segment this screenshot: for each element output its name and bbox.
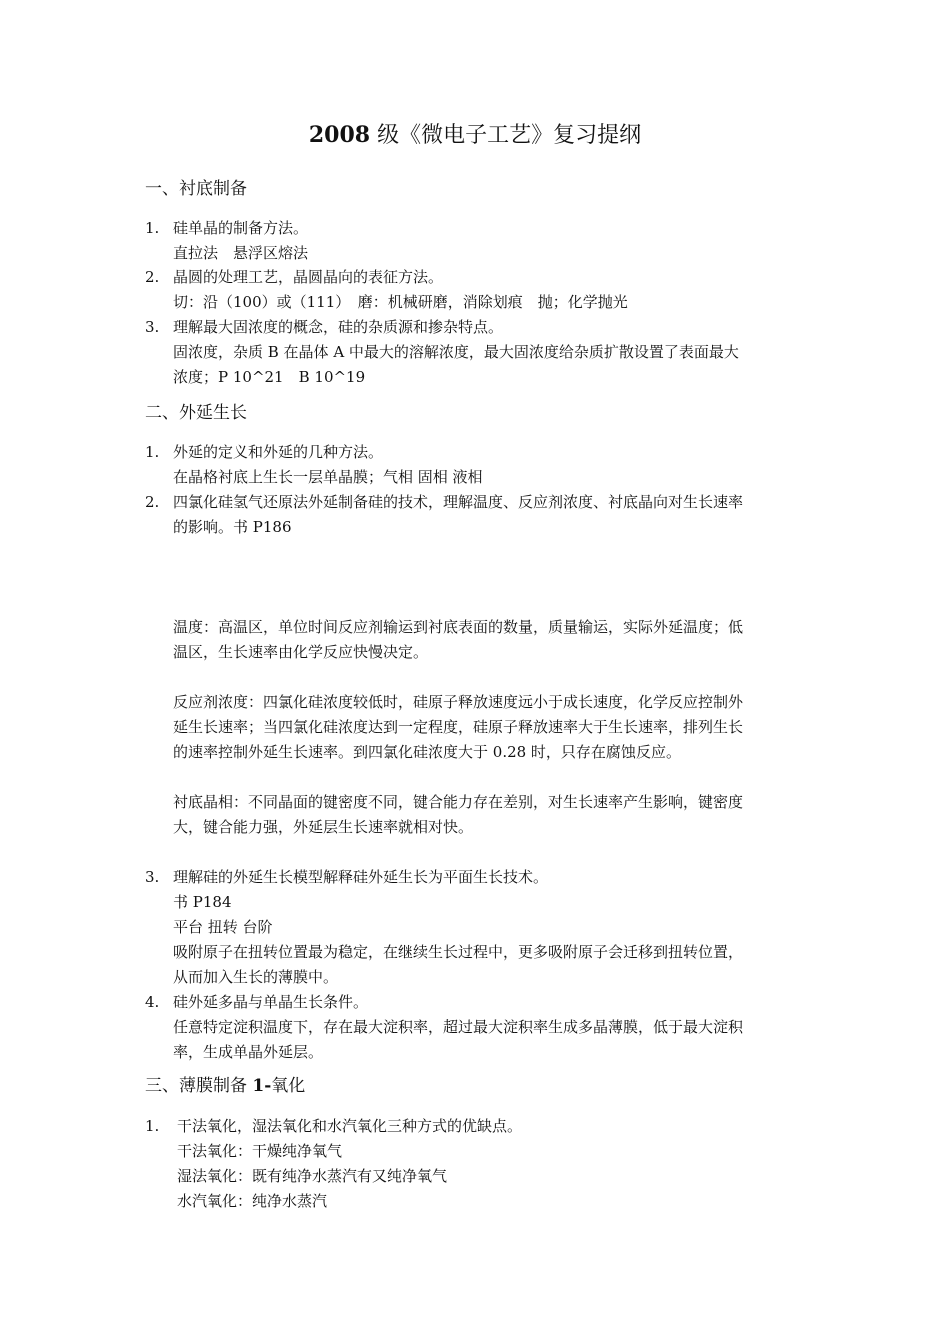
list-number: 2.	[145, 268, 160, 286]
answer-text: 浓度；P 10^21 B 10^19	[173, 368, 366, 386]
answer-text: 在晶格衬底上生长一层单晶膜；气相 固相 液相	[173, 468, 483, 486]
question-text: 晶圆的处理工艺，晶圆晶向的表征方法。	[173, 268, 444, 286]
paragraph-orientation: 大，键合能力强，外延层生长速率就相对快。	[173, 818, 474, 836]
question-text: 干法氧化，湿法氧化和水汽氧化三种方式的优缺点。	[177, 1117, 523, 1135]
section-3-suffix: 氧化	[271, 1076, 306, 1096]
list-number: 1.	[145, 443, 160, 461]
list-number: 1.	[145, 219, 160, 237]
section-3-number: 1-	[252, 1076, 272, 1096]
list-number: 4.	[145, 993, 160, 1011]
paragraph-temperature: 温区，生长速率由化学反应快慢决定。	[173, 643, 429, 661]
answer-text: 从而加入生长的薄膜中。	[173, 968, 339, 986]
paragraph-concentration: 延生长速率；当四氯化硅浓度达到一定程度，硅原子释放速率大于生长速率，排列生长	[173, 718, 744, 736]
question-text: 的影响。书 P186	[173, 518, 292, 536]
section-heading-3	[145, 1073, 305, 1099]
title-year: 2008	[308, 122, 371, 148]
document-title	[0, 118, 950, 153]
list-number: 3.	[145, 318, 160, 336]
question-text: 理解最大固浓度的概念，硅的杂质源和掺杂特点。	[173, 318, 504, 336]
paragraph-concentration: 反应剂浓度：四氯化硅浓度较低时，硅原子释放速度远小于成长速度，化学反应控制外	[173, 693, 744, 711]
paragraph-concentration: 的速率控制外延生长速率。到四氯化硅浓度大于 0.28 时，只存在腐蚀反应。	[173, 743, 681, 761]
question-text: 硅单晶的制备方法。	[173, 219, 309, 237]
title-text: 级《微电子工艺》复习提纲	[370, 123, 642, 148]
question-text: 硅外延多晶与单晶生长条件。	[173, 993, 369, 1011]
section-heading-2: 二、外延生长	[145, 403, 247, 423]
question-text: 四氯化硅氢气还原法外延制备硅的技术，理解温度、反应剂浓度、衬底晶向对生长速率	[173, 493, 744, 511]
answer-text: 任意特定淀积温度下，存在最大淀积率，超过最大淀积率生成多晶薄膜，低于最大淀积	[173, 1018, 744, 1036]
section-heading-1: 一、衬底制备	[145, 179, 247, 199]
answer-text: 平台 扭转 台阶	[173, 918, 273, 936]
list-number: 3.	[145, 868, 160, 886]
paragraph-temperature: 温度：高温区，单位时间反应剂输运到衬底表面的数量，质量输运，实际外延温度；低	[173, 618, 744, 636]
list-number: 2.	[145, 493, 160, 511]
answer-text: 干法氧化：干燥纯净氧气	[177, 1142, 343, 1160]
question-text: 理解硅的外延生长模型解释硅外延生长为平面生长技术。	[173, 868, 549, 886]
answer-text: 吸附原子在扭转位置最为稳定，在继续生长过程中，更多吸附原子会迁移到扭转位置，	[173, 943, 744, 961]
answer-text: 书 P184	[173, 893, 232, 911]
answer-text: 率，生成单晶外延层。	[173, 1043, 324, 1061]
question-text: 外延的定义和外延的几种方法。	[173, 443, 384, 461]
answer-text: 固浓度，杂质 B 在晶体 A 中最大的溶解浓度，最大固浓度给杂质扩散设置了表面最大	[173, 343, 739, 361]
answer-text: 直拉法 悬浮区熔法	[173, 244, 309, 262]
list-number: 1.	[145, 1117, 160, 1135]
paragraph-orientation: 衬底晶相：不同晶面的键密度不同，键合能力存在差别，对生长速率产生影响，键密度	[173, 793, 744, 811]
answer-text: 湿法氧化：既有纯净水蒸汽有又纯净氧气	[177, 1167, 448, 1185]
answer-text: 水汽氧化：纯净水蒸汽	[177, 1192, 328, 1210]
section-3-prefix: 三、薄膜制备	[145, 1076, 253, 1096]
answer-text: 切：沿（100）或（111） 磨：机械研磨，消除划痕 抛；化学抛光	[173, 293, 628, 311]
